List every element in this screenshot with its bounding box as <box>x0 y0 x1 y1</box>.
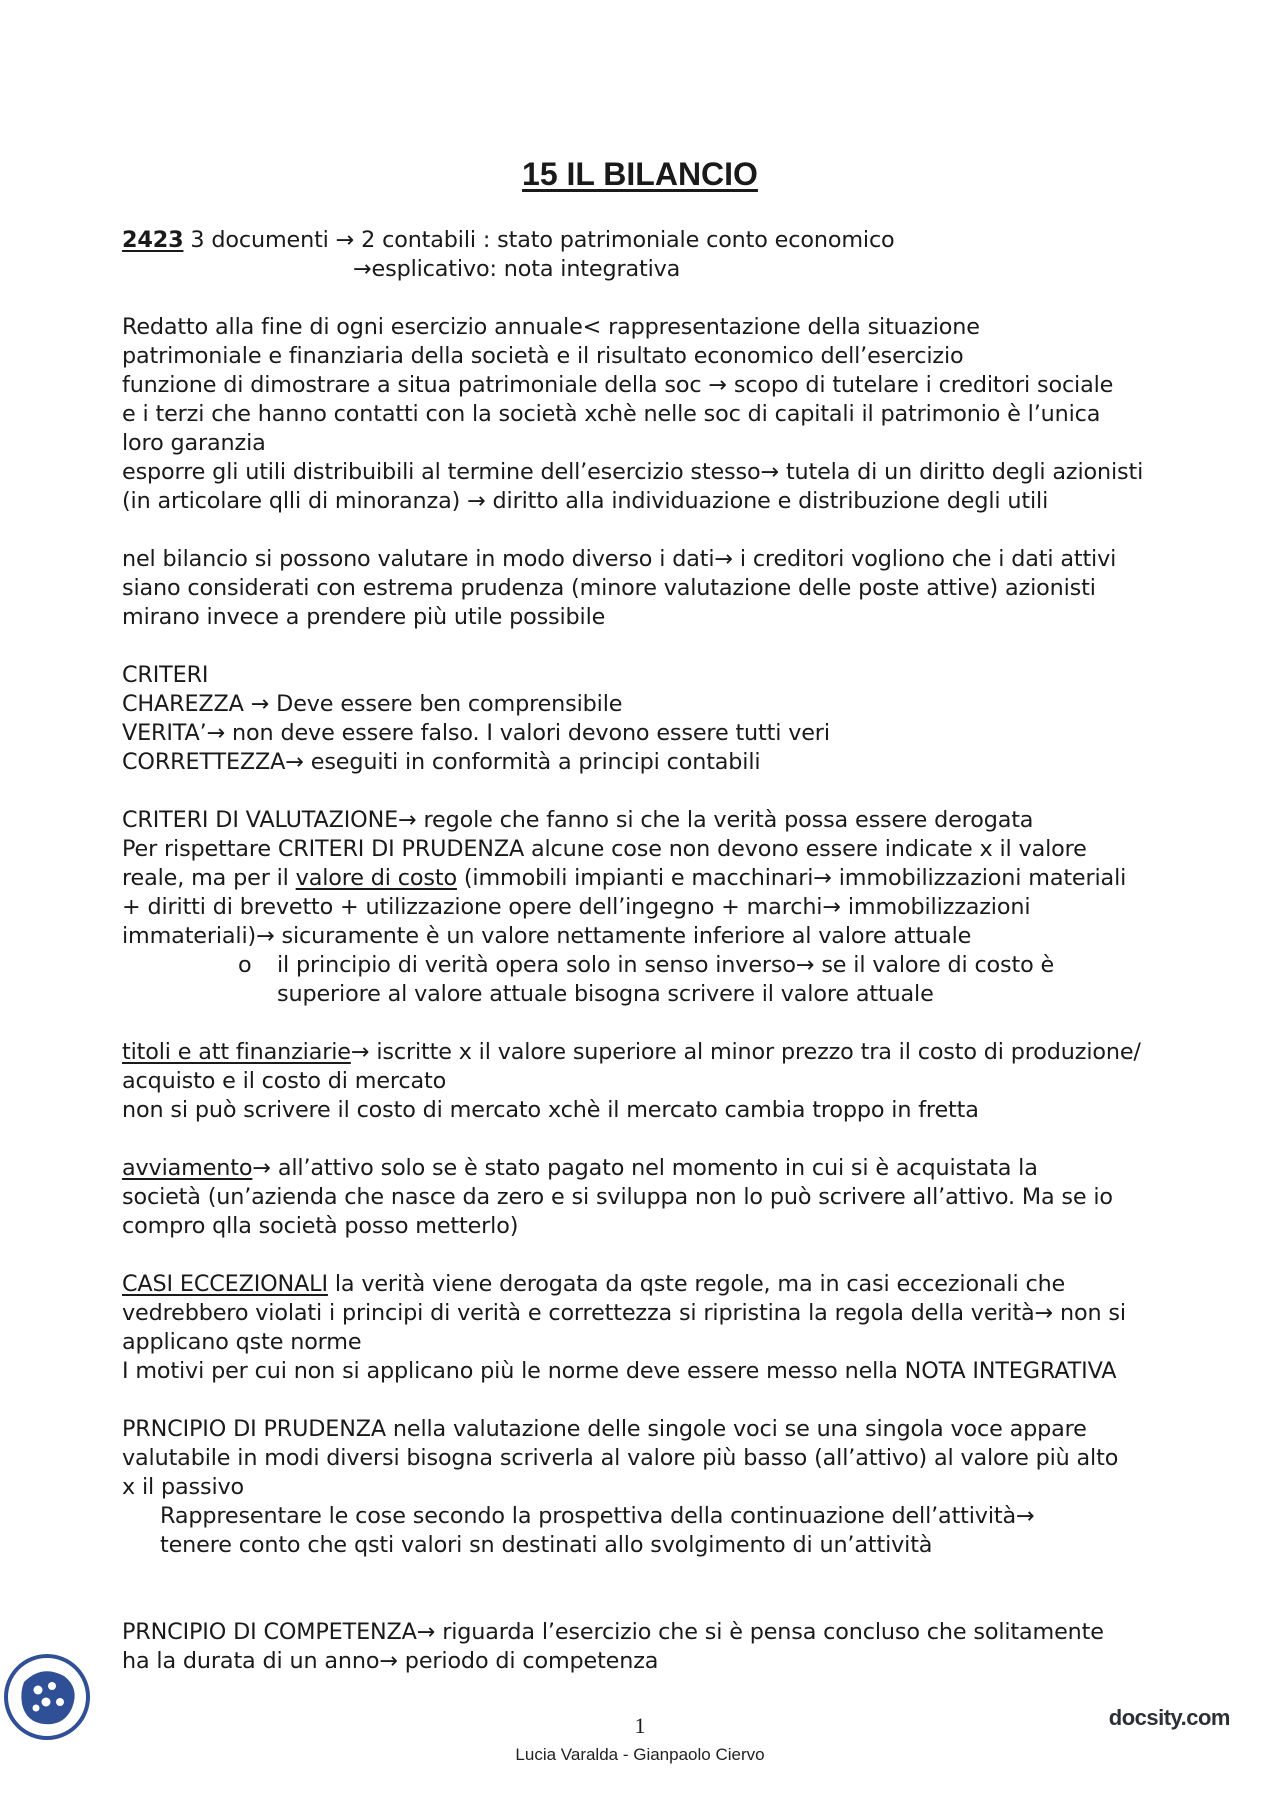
casi-line: I motivi per cui non si applicano più le norme deve essere messo nella NOTA INTEGRATIVA <box>122 1358 1117 1384</box>
casi-line: vedrebbero violati i principi di verità e correttezza si ripristina la regola della verità→ non si <box>122 1300 1126 1326</box>
document-body <box>122 226 1182 1676</box>
valutazione-line: immateriali)→ sicuramente è un valore nettamente inferiore al valore attuale <box>122 923 972 949</box>
prudenza-line: PRNCIPIO DI PRUDENZA nella valutazione delle singole voci se una singola voce appare <box>122 1416 1087 1442</box>
para1-line: funzione di dimostrare a situa patrimoniale della soc → scopo di tutelare i creditori sociale <box>122 372 1114 398</box>
bullet-item: o il principio di verità opera solo in senso inverso→ se il valore di costo è <box>238 952 1055 978</box>
valutazione-line: + diritti di brevetto + utilizzazione opere dell’ingegno + marchi→ immobilizzazioni <box>122 894 1031 920</box>
competenza-line: ha la durata di un anno→ periodo di competenza <box>122 1648 659 1674</box>
criteri-heading: CRITERI <box>122 662 209 688</box>
para2-line: nel bilancio si possono valutare in modo diverso i dati→ i creditori vogliono che i dati attivi <box>122 546 1117 572</box>
para1-line: esporre gli utili distribuibili al termine dell’esercizio stesso→ tutela di un diritto degli azionisti <box>122 459 1144 485</box>
page-number: 1 <box>634 1713 646 1738</box>
intro-line: 2423 3 documenti → 2 contabili : stato patrimoniale conto economico <box>122 227 895 253</box>
valutazione-line: Per rispettare CRITERI DI PRUDENZA alcune cose non devono essere indicate x il valore <box>122 836 1087 862</box>
article-number: 2423 <box>122 227 184 253</box>
prudenza-line: x il passivo <box>122 1474 245 1500</box>
para1-line: (in articolare qlli di minoranza) → diritto alla individuazione e distribuzione degli utili <box>122 488 1049 514</box>
brand-wordmark[interactable]: docsity.com <box>1108 1705 1230 1730</box>
valutazione-line: reale, ma per il valore di costo (immobili impianti e macchinari→ immobilizzazioni materiali <box>122 865 1127 891</box>
avviamento-term: avviamento <box>122 1155 253 1181</box>
competenza-line: PRNCIPIO DI COMPETENZA→ riguarda l’esercizio che si è pensa concluso che solitamente <box>122 1619 1104 1645</box>
titoli-line: non si può scrivere il costo di mercato xchè il mercato cambia troppo in fretta <box>122 1097 979 1123</box>
criteri-line: CORRETTEZZA→ eseguiti in conformità a principi contabili <box>122 749 761 775</box>
avviamento-line: compro qlla società posso metterlo) <box>122 1213 519 1239</box>
para2-line: mirano invece a prendere più utile possibile <box>122 604 606 630</box>
avviamento-line: avviamento→ all’attivo solo se è stato pagato nel momento in cui si è acquistata la <box>122 1155 1038 1181</box>
criteri-line: VERITA’→ non deve essere falso. I valori devono essere tutti veri <box>122 720 830 746</box>
prudenza-indent-line: Rappresentare le cose secondo la prospettiva della continuazione dell’attività→ <box>160 1503 1035 1529</box>
casi-line: CASI ECCEZIONALI la verità viene derogata da qste regole, ma in casi eccezionali che <box>122 1271 1066 1297</box>
para1-line: Redatto alla fine di ogni esercizio annuale< rappresentazione della situazione <box>122 314 980 340</box>
casi-eccezionali-term: CASI ECCEZIONALI <box>122 1271 328 1297</box>
bullet-mark: o <box>238 952 252 978</box>
titoli-line: acquisto e il costo di mercato <box>122 1068 447 1094</box>
para1-line: loro garanzia <box>122 430 266 456</box>
casi-line: applicano qste norme <box>122 1329 362 1355</box>
titoli-line: titoli e att finanziarie→ iscritte x il valore superiore al minor prezzo tra il costo di produzione/ <box>122 1039 1141 1065</box>
avviamento-line: società (un’azienda che nasce da zero e si sviluppa non lo può scrivere all’attivo. Ma se io <box>122 1184 1113 1210</box>
para1-line: patrimoniale e finanziaria della società e il risultato economico dell’esercizio <box>122 343 964 369</box>
valore-di-costo-term: valore di costo <box>295 865 457 891</box>
criteri-line: CHAREZZA → Deve essere ben comprensibile <box>122 691 623 717</box>
titoli-term: titoli e att finanziarie <box>122 1039 351 1065</box>
para2-line: siano considerati con estrema prudenza (minore valutazione delle poste attive) azionisti <box>122 575 1096 601</box>
prudenza-line: valutabile in modi diversi bisogna scriverla al valore più basso (all’attivo) al valore più alto <box>122 1445 1119 1471</box>
intro-line-2: →esplicativo: nota integrativa <box>353 256 681 282</box>
para1-line: e i terzi che hanno contatti con la società xchè nelle soc di capitali il patrimonio è l’unica <box>122 401 1101 427</box>
valutazione-line: CRITERI DI VALUTAZIONE→ regole che fanno si che la verità possa essere derogata <box>122 807 1034 833</box>
footer-authors: Lucia Varalda - Gianpaolo Ciervo <box>515 1745 765 1764</box>
prudenza-indent-line: tenere conto che qsti valori sn destinati allo svolgimento di un’attività <box>160 1532 933 1558</box>
bullet-item-continuation: superiore al valore attuale bisogna scrivere il valore attuale <box>277 981 934 1007</box>
page-title: 15 IL BILANCIO <box>522 156 758 192</box>
